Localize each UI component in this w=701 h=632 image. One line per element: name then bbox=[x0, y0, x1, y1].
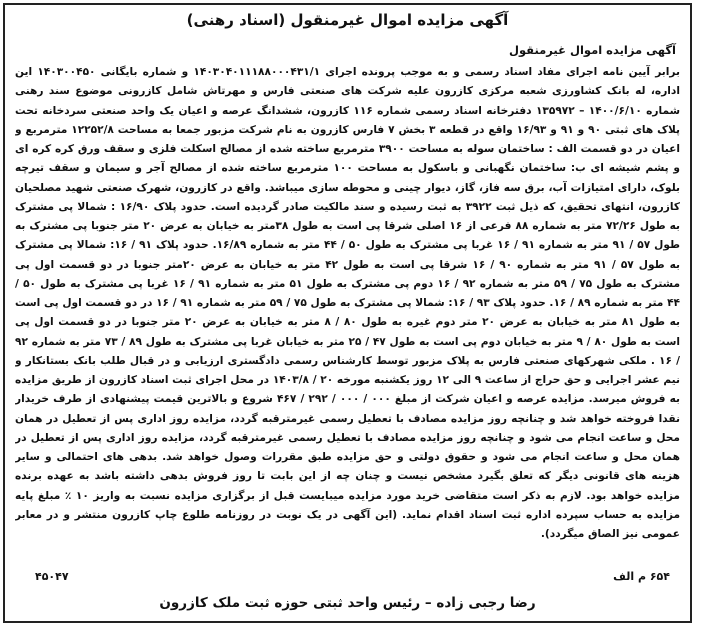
notice-reference bbox=[25, 570, 670, 583]
notice-body: برابر آیین نامه اجرای مفاد اسناد رسمی و به موجب پرونده اجرای ۱۴۰۳۰۴۰۱۱۱۸۸۰۰۰۴۳۱/۱ و شماره بایگانی ۱۴۰۳۰۰۴۵۰ این اداره، له بانک کشاورزی شعبه مرکزی کازرون علیه شرکت های صنعتی فارس و مهرتاش شامل کازرونی موضوع سند رهنی شماره ۱۴۰۰/۶/۱۰ – ۱۳۵۹۷۲ دفترخانه اسناد رسمی شماره ۱۱۶ کازرون، ششدانگ عرصه و اعیان یک واحد صنعتی سردخانه تحت پلاک های ثبتی ۹۰ و ۹۱ و ۱۶/۹۳ واقع در قطعه ۳ بخش ۷ فارس کازرون به نام شرکت مزبور جمعا به مساحت ۱۲۲۵۲/۸ مترمربع و اعیان در دو قسمت الف : ساختمان سوله به مساحت ۳۹۰۰ مترمربع ساخته شده از مصالح اسکلت فلزی و سقف ورق کره کره ای و پشم شیشه ای ب: ساختمان نگهبانی و باسکول به مساحت ۱۰۰ مترمربع ساخته شده از مصالح آجر و سیمان و سقف تیرچه بلوک، دارای امتیازات آب، برق سه فاز، گاز، دیوار چینی و محوطه سازی میباشد. واقع در کازرون، شهرک صنعتی شهید مصلحیان کازرون، انتهای تحقیق، که ذیل ثبت ۳۹۲۲ به ثبت رسیده و سند مالکیت صادر گردیده است. حدود پلاک ۱۶/۹۰ : شمالا پی مشترک به طول ۷۲/۲۶ متر به شماره ۸۸ فرعی از ۱۶ اصلی شرقا پی است به طول ۳۸متر به خیابان به عرض ۲۰ متر جنوبا پی مشترک به طول ۵۷ / ۹۱ متر به شماره ۹۱ / ۱۶ غربا پی مشترک به طول ۵۰ / ۴۴ متر به شماره ۱۶/۸۹. حدود پلاک ۹۱ / ۱۶: شمالا پی مشترک به طول ۵۷ / ۹۱ متر به شماره ۹۰ / ۱۶ شرقا پی است به طول ۴۲ متر به خیابان به عرض ۲۰متر جنوبا در دو قسمت اول پی مشترک به طول ۷۵ / ۵۹ متر به شماره ۹۲ / ۱۶ دوم پی مشترک به طول ۵۱ متر به شماره ۹۱ / ۱۶ غربا پی مشترک به طول ۵۰ / ۴۴ متر به شماره ۸۹ / ۱۶. حدود پلاک ۹۳ / ۱۶: شمالا پی مشترک به طول ۷۵ / ۵۹ متر به شماره ۹۱ / ۱۶ در دو قسمت اول پی است به طول ۸۱ متر به خیابان به عرض ۲۰ متر دوم غیره به طول ۸۰ / ۸ متر به خیابان به عرض ۲۰ متر جنوبا در دو قسمت اول پی است به طول ۸۰ / ۹ متر به خیابان دوم پی است به طول ۴۷ / ۲۵ متر به خیابان غربا پی مشترک به طول ۸۹ / ۷۳ متر به شماره ۹۲ / ۱۶ . ملکی شهرکهای صنعتی فارس به پلاک مزبور توسط کارشناس رسمی دادگستری ارزیابی و در قبال طلب بانک بستانکار و نیم عشر اجرایی و حق حراج از ساعت ۹ الی ۱۲ روز یکشنبه مورخه ۲۰ / ۱۴۰۳/۸ در محل اجرای ثبت اسناد کازرون از طریق مزایده به فروش میرسد. مزایده عرصه و اعیان شرکت از مبلغ ۰۰۰ / ۰۰۰ / ۲۹۲ / ۴۶۷ شروع و بالاترین قیمت پیشنهادی از طرف خریدار نقدا فروخته خواهد شد و چنانچه روز مزایده مصادف با تعطیل رسمی غیرمترقبه گردد، مزایده روز اداری پس از تعطیل در همان محل و ساعت انجام می شود و چنانچه روز مزایده مصادف با تعطیل رسمی غیرمترقبه گردد، مزایده روز اداری پس از تعطیل در همان محل و ساعت انجام می شود و حقوق دولتی و حق مزایده طبق مقررات وصول خواهد شد. بدهی های احتمالی و سایر هزینه های قانونی دیگر که تعلق بگیرد مشخص نیست و چنان چه از این بابت تا روز فروش بدهی داشته باشد به عهده برنده مزایده خواهد بود. لازم به ذکر است متقاضی خرید مورد مزایده میبایست قبل از برگزاری مزایده نسبت به واریز ۱۰ ٪ مبلغ پایه مزایده به حساب سپرده اداره ثبت اسناد اقدام نماید. (این آگهی در یک نوبت در روزنامه طلوع چاپ کازرون منتشر و در معابر عمومی نیز الصاق میگردد). bbox=[15, 66, 680, 540]
reference-code: ۶۵۴ م الف bbox=[613, 570, 670, 583]
notice-frame bbox=[3, 3, 692, 623]
notice-heading: آگهی مزایده اموال غیرمنقول bbox=[508, 43, 676, 57]
notice-signature: رضا رجبی زاده – رئیس واحد ثبتی حوزه ثبت ملک کازرون bbox=[159, 595, 536, 611]
reference-number: ۴۵۰۴۷ bbox=[35, 570, 69, 583]
notice-title: آگهی مزایده اموال غیرمنقول (اسناد رهنی) bbox=[186, 11, 509, 29]
